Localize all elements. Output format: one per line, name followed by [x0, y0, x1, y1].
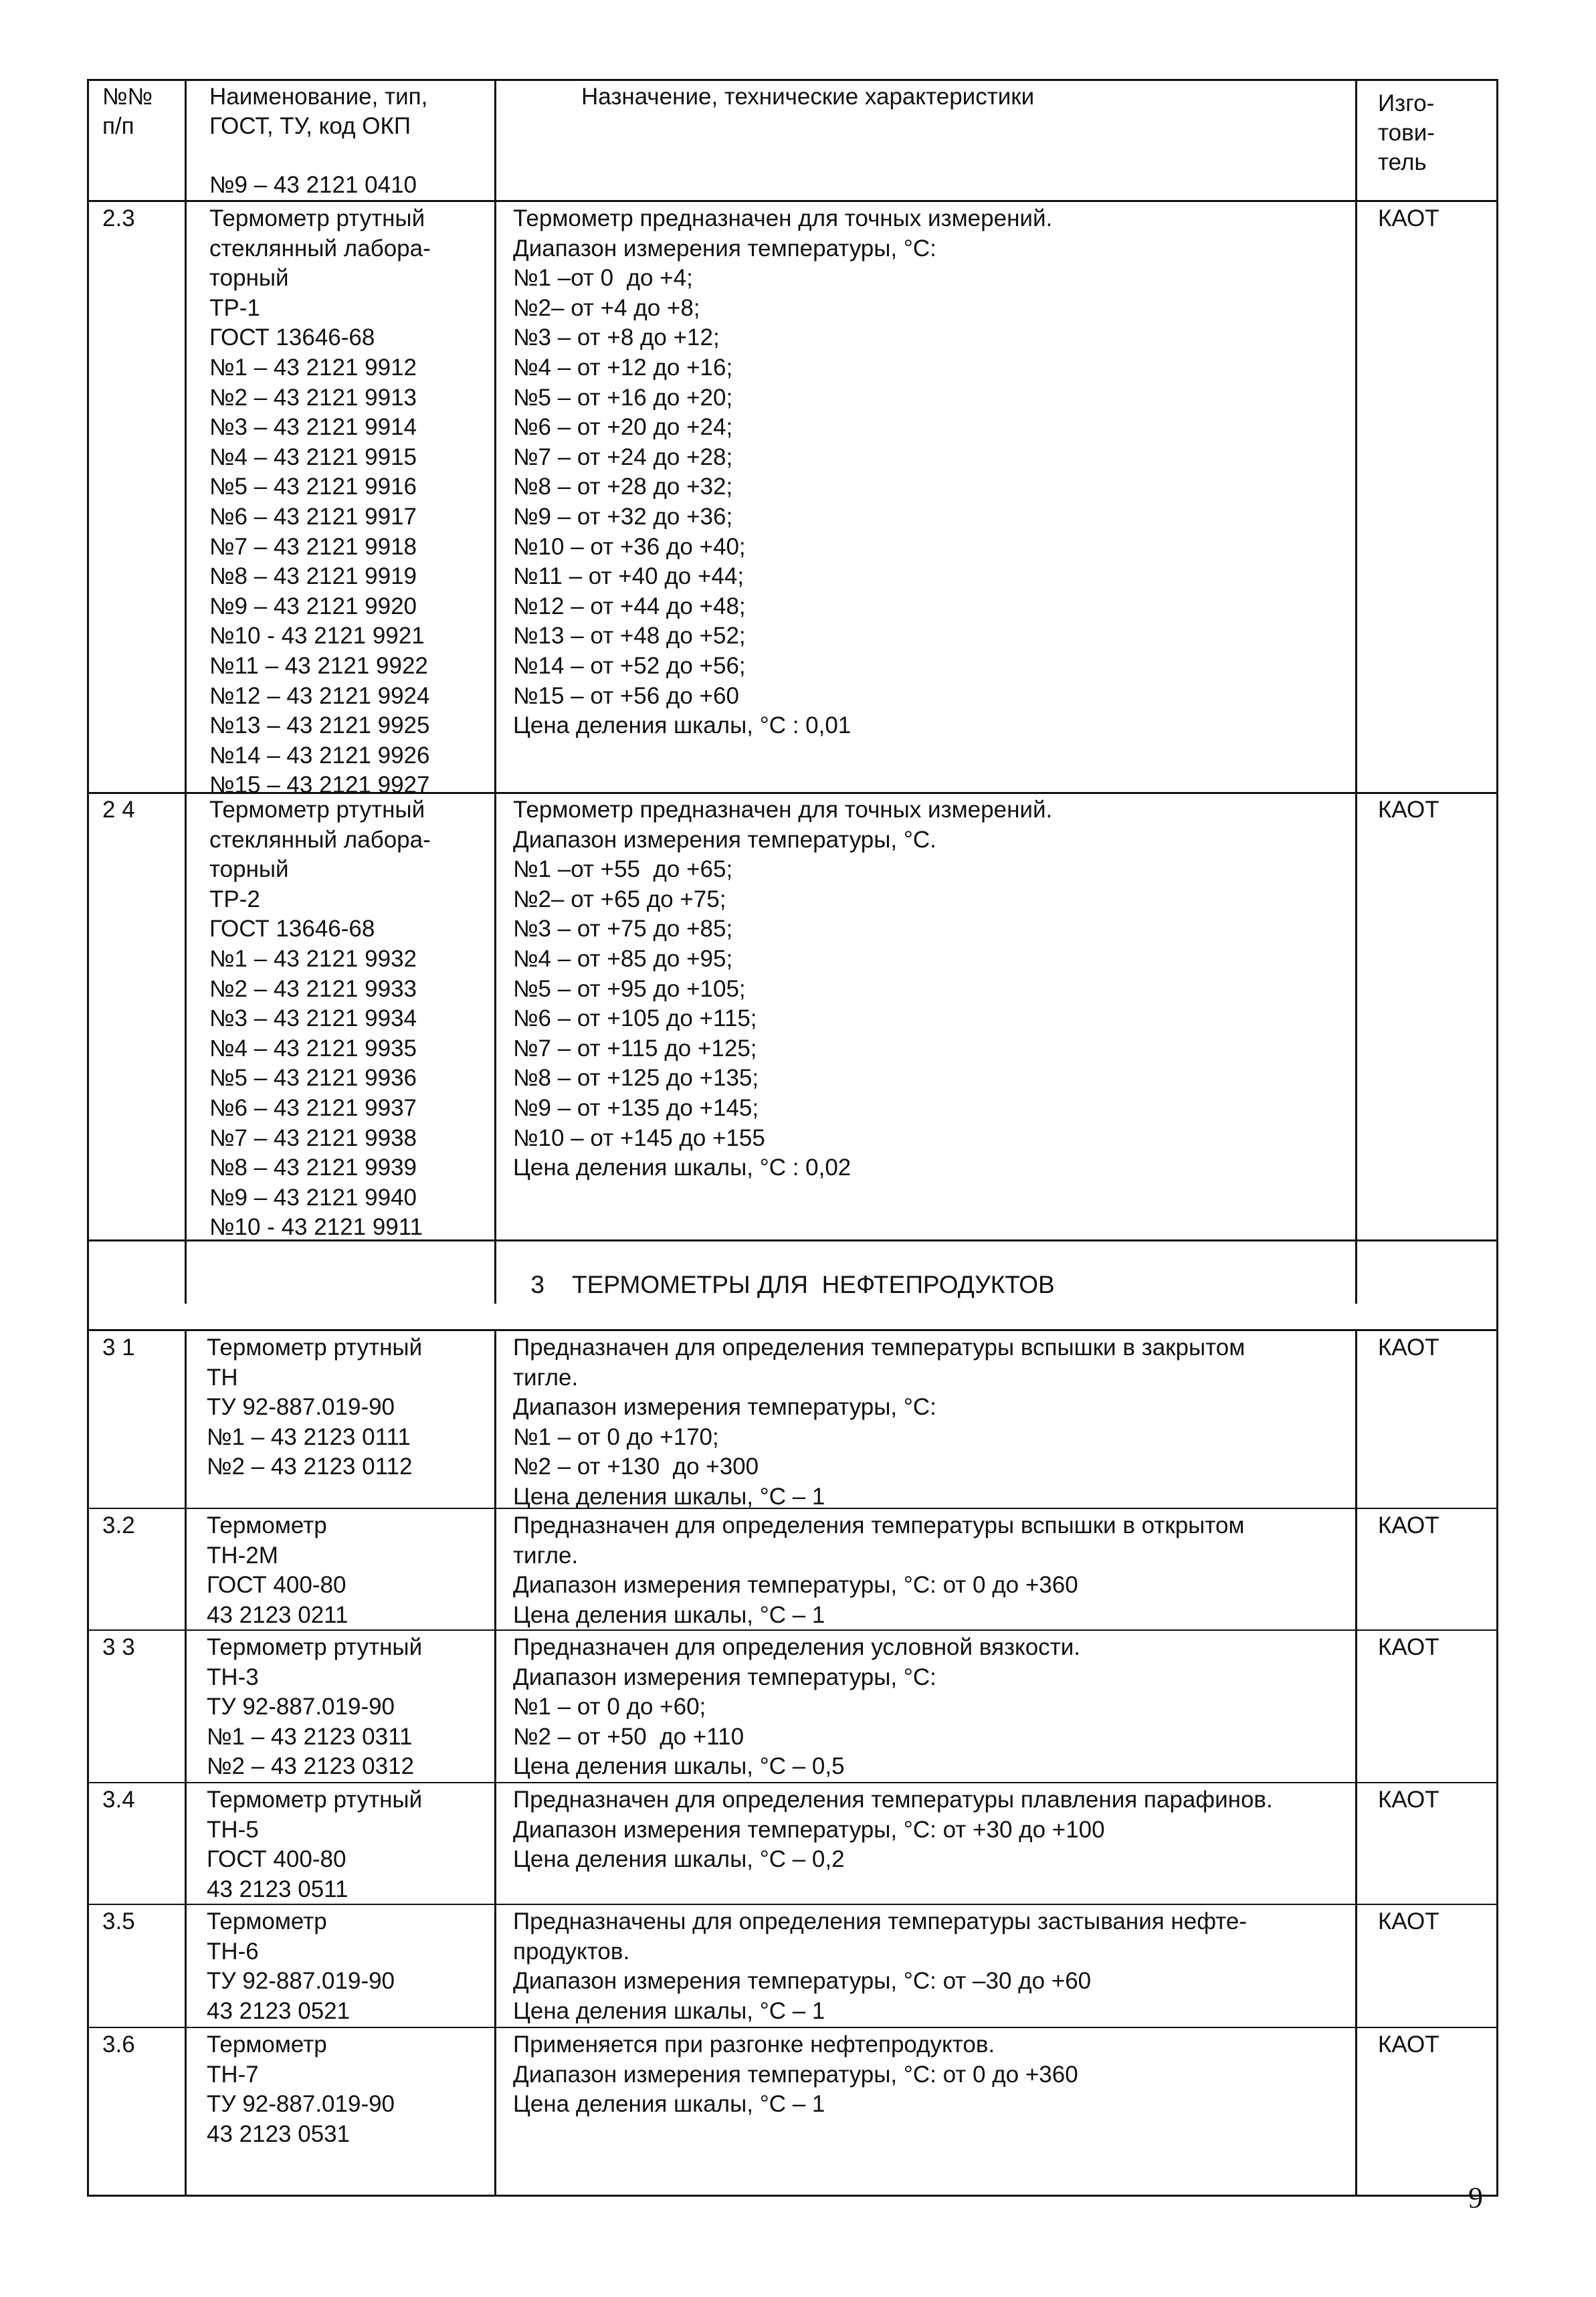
row-maker: КАОТ — [1378, 1634, 1439, 1660]
row-maker: КАОТ — [1378, 1512, 1439, 1538]
row-maker: КАОТ — [1378, 2031, 1439, 2058]
header-name: Наименование, тип, ГОСТ, ТУ, код ОКП №9 – 43 2121 0410 — [209, 84, 428, 198]
row-name: Термометр ТН-7 ТУ 92-887.019-90 43 2123 0531 — [207, 2031, 395, 2147]
row-purpose: Применяется при разгонке нефтепродуктов. Диапазон измерения температуры, °С: от 0 до +360 Цена деления шкалы, °С – 1 — [513, 2031, 1078, 2118]
row-name: Термометр ртутный стеклянный лабора- торный ТР-2 ГОСТ 13646-68 №1 – 43 2121 9932 №2 – 43 2121 9933 №3 – 43 2121 9934 №4 – 43 2121 9935 №5 – 43 2121 9936 №6 – 43 2121 9937 №7 – 43 2121 9938 №8 – 43 2121 9939 №9 – 43 2121 9940 №10 - 43 2121 9911 — [209, 797, 431, 1241]
header-purpose: Назначение, технические характеристики — [581, 84, 1035, 110]
row-purpose: Термометр предназначен для точных измерений. Диапазон измерения температуры, °С: №1 –от 0 до +4; №2– от +4 до +8; №3 – от +8 до +12; №4 – от +12 до +16; №5 – от +16 до +20; №6 – от +20 до +24; №7 – от +24 до +28; №8 – от +28 до +32; №9 – от +32 до +36; №10 – от +36 до +40; №11 – от +40 до +44; №12 – от +44 до +48; №13 – от +48 до +52; №14 – от +52 до +56; №15 – от +56 до +60 Цена деления шкалы, °С : 0,01 — [513, 205, 1053, 739]
row-divider — [89, 1329, 1496, 1331]
row-number: 3 1 — [102, 1334, 135, 1361]
row-divider — [89, 2027, 1496, 2028]
row-divider — [89, 200, 1496, 202]
row-number: 3.5 — [102, 1908, 135, 1934]
row-purpose: Предназначен для определения температуры вспышки в открытом тигле. Диапазон измерения температуры, °С: от 0 до +360 Цена деления шкалы, °С – 1 — [513, 1512, 1245, 1628]
row-name: Термометр ТН-2М ГОСТ 400-80 43 2123 0211 — [207, 1512, 348, 1628]
row-name: Термометр ртутный ТН ТУ 92-887.019-90 №1 – 43 2123 0111 №2 – 43 2123 0112 — [207, 1334, 423, 1480]
col-divider — [1355, 1329, 1357, 2195]
row-purpose: Предназначен для определения температуры плавления парафинов. Диапазон измерения температуры, °С: от +30 до +100 Цена деления шкалы, °С – 0,2 — [513, 1787, 1273, 1873]
row-purpose: Предназначен для определения условной вязкости. Диапазон измерения температуры, °С: №1 – от 0 до +60; №2 – от +50 до +110 Цена деления шкалы, °С – 0,5 — [513, 1634, 1080, 1780]
row-maker: КАОТ — [1378, 205, 1439, 231]
row-purpose: Термометр предназначен для точных измерений. Диапазон измерения температуры, °С. №1 –от +55 до +65; №2– от +65 до +75; №3 – от +75 до +85; №4 – от +85 до +95; №5 – от +95 до +105; №6 – от +105 до +115; №7 – от +115 до +125; №8 – от +125 до +135; №9 – от +135 до +145; №10 – от +145 до +155 Цена деления шкалы, °С : 0,02 — [513, 797, 1053, 1181]
row-number: 2 4 — [102, 797, 135, 823]
header-maker: Изго- тови- тель — [1378, 90, 1435, 175]
row-name: Термометр ртутный стеклянный лабора- торный ТР-1 ГОСТ 13646-68 №1 – 43 2121 9912 №2 – 43 2121 9913 №3 – 43 2121 9914 №4 – 43 2121 9915 №5 – 43 2121 9916 №6 – 43 2121 9917 №7 – 43 2121 9918 №8 – 43 2121 9919 №9 – 43 2121 9920 №10 - 43 2121 9921 №11 – 43 2121 9922 №12 – 43 2121 9924 №13 – 43 2121 9925 №14 – 43 2121 9926 №15 – 43 2121 9927 — [209, 205, 431, 799]
page-number: 9 — [1468, 2181, 1483, 2214]
row-maker: КАОТ — [1378, 1334, 1439, 1361]
row-maker: КАОТ — [1378, 1908, 1439, 1934]
section-title: 3 ТЕРМОМЕТРЫ ДЛЯ НЕФТЕПРОДУКТОВ — [530, 1271, 1055, 1298]
row-purpose: Предназначен для определения температуры вспышки в закрытом тигле. Диапазон измерения температуры, °С: №1 – от 0 до +170; №2 – от +130 до +300 Цена деления шкалы, °С – 1 — [513, 1334, 1245, 1510]
col-divider — [494, 1329, 496, 2195]
row-maker: КАОТ — [1378, 1787, 1439, 1813]
col-divider — [1355, 81, 1357, 1304]
instrument-table — [87, 79, 1498, 2197]
row-name: Термометр ТН-6 ТУ 92-887.019-90 43 2123 0521 — [207, 1908, 395, 2024]
row-number: 3.2 — [102, 1512, 135, 1538]
row-divider — [89, 1782, 1496, 1783]
row-number: 2.3 — [102, 205, 135, 231]
col-divider — [494, 81, 496, 1304]
row-name: Термометр ртутный ТН-5 ГОСТ 400-80 43 2123 0511 — [207, 1787, 423, 1902]
row-maker: КАОТ — [1378, 797, 1439, 823]
row-number: 3.6 — [102, 2031, 135, 2058]
col-divider — [185, 1329, 187, 2195]
col-divider — [185, 81, 187, 1304]
row-number: 3.4 — [102, 1787, 135, 1813]
row-name: Термометр ртутный ТН-3 ТУ 92-887.019-90 №1 – 43 2123 0311 №2 – 43 2123 0312 — [207, 1634, 423, 1780]
row-number: 3 3 — [102, 1634, 135, 1660]
header-num: №№ п/п — [102, 84, 153, 139]
row-purpose: Предназначены для определения температуры застывания нефте- продуктов. Диапазон измерения температуры, °С: от –30 до +60 Цена деления шкалы, °С – 1 — [513, 1908, 1248, 2024]
